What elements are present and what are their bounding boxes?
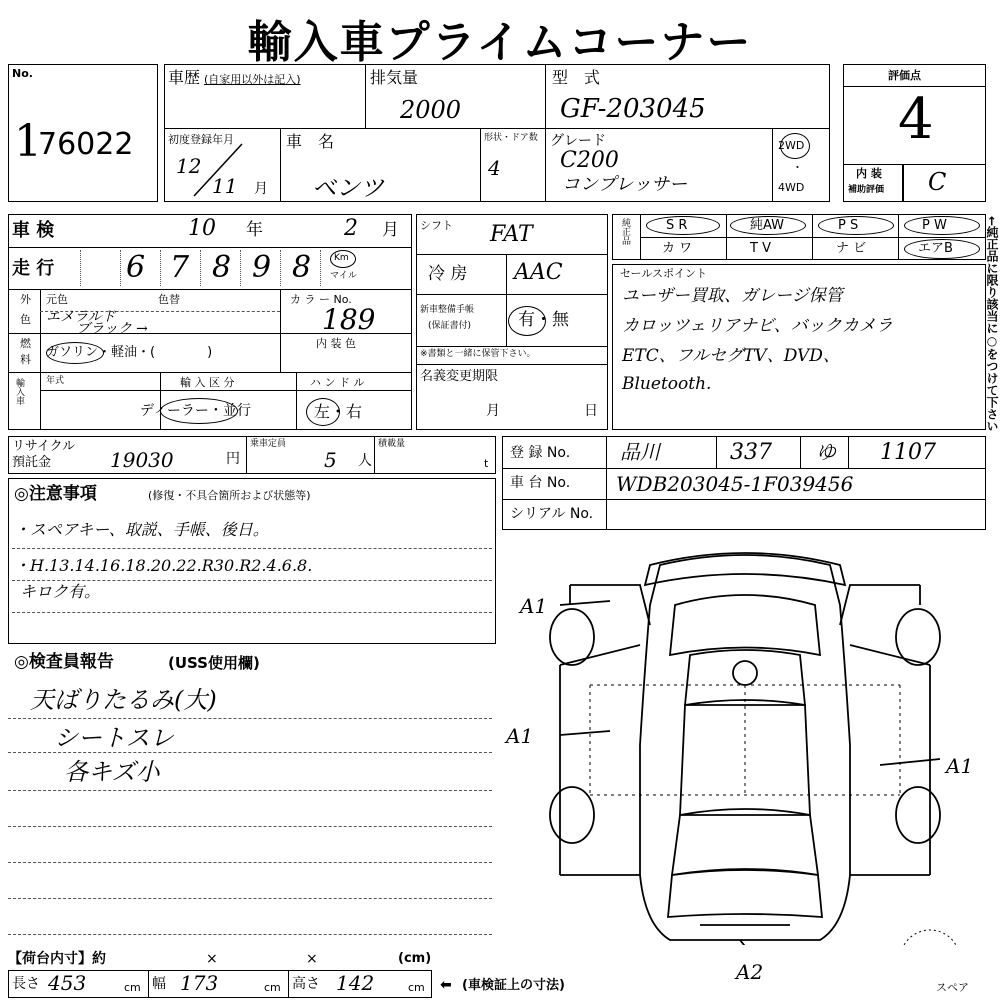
- damage-mark-left-door: A1: [506, 724, 534, 748]
- reg-label: 登 録 No.: [510, 445, 571, 461]
- options-side: 純正品: [620, 218, 630, 245]
- capacity-label: 乗車定員: [250, 439, 287, 449]
- inspector-line-2: シートスレ: [54, 724, 174, 752]
- cargo-label: 【荷台内寸】約: [8, 951, 106, 967]
- name-change-month: 月: [486, 403, 500, 419]
- load-unit: t: [484, 457, 489, 470]
- import-dealer-circle: [160, 398, 238, 424]
- grade-4wd: 4WD: [778, 181, 805, 194]
- damage-mark-front-left: A1: [520, 594, 548, 618]
- history-note: (自家用以外は記入): [204, 73, 301, 86]
- shaken-month-unit: 月: [382, 220, 399, 240]
- length-label: 長さ: [12, 976, 40, 992]
- recycle-label-2: 預託金: [12, 455, 52, 470]
- dims-arrow-icon: ⬅: [440, 977, 452, 993]
- cargo-x2: ×: [306, 951, 318, 967]
- option-aw: 純AW: [750, 218, 785, 233]
- notes-line-3: キロク有。: [20, 582, 101, 601]
- length-value: 453: [48, 971, 87, 995]
- mileage-digit-5: 8: [292, 250, 312, 285]
- name-change-day: 日: [584, 403, 598, 419]
- capacity-value: 5: [324, 448, 337, 472]
- score-value: 4: [898, 87, 934, 152]
- fuel-options: ガソリン・軽油・( ): [46, 345, 213, 360]
- option-pw-circle: [904, 216, 980, 235]
- manual-label-2: (保証書付): [428, 321, 472, 331]
- option-airbag: エアB: [918, 241, 953, 256]
- fuel-side-1: 燃: [20, 337, 31, 350]
- sales-point-line-2: カロッツェリアナビ、バックカメラ: [622, 316, 893, 336]
- option-ps-circle: [818, 216, 894, 235]
- inspector-title: ◎検査員報告: [14, 652, 114, 672]
- aircon-label: 冷 房: [428, 264, 468, 284]
- mileage-label: 走 行: [12, 258, 55, 279]
- option-airbag-circle: [904, 239, 980, 259]
- recycle-unit: 円: [226, 451, 240, 467]
- option-leather: カ ワ: [662, 241, 693, 256]
- option-sr-circle: [646, 216, 720, 235]
- damage-mark-rear: A2: [736, 960, 764, 984]
- load-label: 積載量: [378, 439, 406, 449]
- first-reg-label: 初度登録年月: [168, 133, 234, 146]
- height-value: 142: [336, 971, 375, 995]
- option-tv: T V: [750, 241, 771, 256]
- chassis-label: 車 台 No.: [510, 475, 571, 491]
- shaken-year: 10: [188, 216, 216, 241]
- recycle-label-1: リサイクル: [12, 439, 76, 454]
- notes-line-1: ・スペアキー、取説、手帳、後日。: [14, 520, 269, 539]
- reg-number: 1107: [880, 440, 936, 465]
- capacity-unit: 人: [358, 453, 372, 469]
- grade-2wd-circle: [780, 133, 810, 159]
- shift-value: FAT: [490, 222, 533, 247]
- length-unit: cm: [124, 981, 141, 994]
- side-note: ←純正品に限り該当に○をつけて下さい: [985, 216, 999, 433]
- serial-label: シリアル No.: [510, 506, 594, 522]
- width-value: 173: [180, 971, 219, 995]
- first-reg-year: 12: [176, 154, 202, 178]
- grade-label: グレード: [550, 133, 606, 149]
- inspector-line-1: 天ばりたるみ(大): [30, 686, 217, 714]
- color-change-label: 色替: [158, 293, 180, 306]
- mileage-digit-4: 9: [252, 250, 272, 285]
- mileage-digit-3: 8: [212, 250, 232, 285]
- body-label: 形状・ドア数: [484, 133, 538, 143]
- shaken-month: 2: [344, 216, 358, 241]
- width-unit: cm: [264, 981, 281, 994]
- mileage-unit-km: Km: [334, 253, 349, 263]
- page-title: 輸入車プライムコーナー: [247, 17, 753, 68]
- spare-label: スペア: [936, 981, 969, 994]
- car-name-label: 車 名: [286, 132, 335, 151]
- color-code-value: 189: [322, 303, 376, 336]
- width-label: 幅: [152, 976, 166, 992]
- manual-note: ※書類と一緒に保管下さい。: [420, 349, 536, 359]
- reg-area: 品川: [620, 440, 660, 464]
- shaken-year-unit: 年: [246, 220, 263, 240]
- sales-point-line-1: ユーザー買取、ガレージ保管: [622, 286, 843, 306]
- lot-number: 76022: [38, 127, 134, 162]
- import-kubun-value: ディーラー・並行: [140, 403, 251, 419]
- sales-point-line-3: ETC、フルセグTV、DVD、: [622, 346, 840, 366]
- grade-line1: C200: [560, 148, 619, 173]
- car-name-value: ベンツ: [312, 174, 384, 202]
- shaken-label: 車 検: [12, 220, 55, 241]
- cargo-unit: (cm): [398, 951, 432, 966]
- dims-note: (車検証上の寸法): [462, 978, 565, 993]
- notes-subtitle: (修復・不具合箇所および状態等): [148, 489, 311, 502]
- grade-2wd: 2WD: [778, 139, 805, 152]
- manual-yes-circle: [508, 306, 546, 336]
- reg-class: 337: [730, 440, 772, 465]
- first-reg-slash: [180, 140, 250, 200]
- mileage-unit-mile: マイル: [330, 271, 357, 281]
- displacement-label: 排気量: [370, 68, 419, 87]
- height-label: 高さ: [292, 976, 320, 992]
- inspector-subtitle: (USS使用欄): [168, 654, 260, 672]
- chassis-value: WDB203045-1F039456: [616, 472, 854, 496]
- reg-kana: ゆ: [816, 440, 836, 464]
- lot-prefix: 1: [14, 116, 42, 167]
- import-handle-label: ハ ン ド ル: [310, 376, 365, 389]
- import-year-label: 年式: [46, 376, 65, 386]
- color-side-2: 色: [20, 313, 31, 326]
- color-orig-value: エメラルド: [46, 309, 116, 325]
- option-sr: S R: [666, 218, 688, 233]
- fuel-gasoline-circle: [46, 342, 104, 364]
- interior-label-2: 補助評価: [848, 185, 885, 195]
- option-aw-circle: [730, 216, 806, 235]
- history-label: 車歴: [168, 68, 201, 87]
- grade-line2: コンプレッサー: [562, 174, 688, 195]
- color-side-1: 外: [20, 293, 31, 306]
- model-value: GF-203045: [560, 94, 706, 124]
- model-label: 型 式: [552, 68, 601, 87]
- notes-line-2: ・H.13.14.16.18.20.22.R30.R2.4.6.8.: [14, 556, 313, 575]
- height-unit: cm: [408, 981, 425, 994]
- option-pw: P W: [922, 218, 947, 233]
- option-ps: P S: [838, 218, 859, 233]
- sales-point-line-4: Bluetooth.: [622, 374, 712, 394]
- fuel-interior-label: 内 装 色: [316, 337, 356, 350]
- color-change-value: ブラック →: [76, 321, 148, 337]
- manual-label-1: 新車整備手帳: [420, 305, 475, 315]
- lot-no-label: No.: [12, 67, 33, 80]
- first-reg-month: 11: [212, 174, 238, 198]
- color-code-label: カ ラ ー No.: [290, 293, 352, 306]
- name-change-label: 名義変更期限: [420, 369, 499, 384]
- option-navi: ナ ビ: [836, 241, 867, 256]
- first-reg-month-unit: 月: [254, 181, 268, 197]
- fuel-side-2: 料: [20, 353, 31, 366]
- aircon-value: AAC: [514, 260, 563, 285]
- mileage-digit-2: 7: [170, 250, 190, 285]
- import-kubun-label: 輸 入 区 分: [180, 376, 235, 389]
- manual-value: 有・無: [518, 310, 569, 330]
- shift-label: シフト: [420, 219, 453, 232]
- notes-title: ◎注意事項: [14, 484, 97, 504]
- inspector-line-3: 各キズ小: [64, 758, 160, 786]
- sales-point-label: セールスポイント: [620, 267, 708, 280]
- displacement-value: 2000: [400, 96, 462, 124]
- import-handle-value: 左・右: [314, 402, 363, 421]
- mileage-digit-1: 6: [126, 250, 146, 285]
- score-label: 評価点: [888, 69, 921, 82]
- car-damage-diagram: [500, 545, 990, 945]
- import-side: 輸入車: [14, 378, 24, 405]
- color-orig-label: 元色: [46, 293, 68, 306]
- import-left-circle: [306, 398, 340, 426]
- damage-mark-right-rear: A1: [946, 754, 974, 778]
- interior-value: C: [928, 168, 947, 196]
- cargo-x1: ×: [206, 951, 218, 967]
- body-value: 4: [488, 156, 501, 180]
- recycle-value: 19030: [110, 448, 174, 472]
- interior-label-1: 内 装: [856, 167, 882, 180]
- grade-dot: ・: [792, 161, 803, 174]
